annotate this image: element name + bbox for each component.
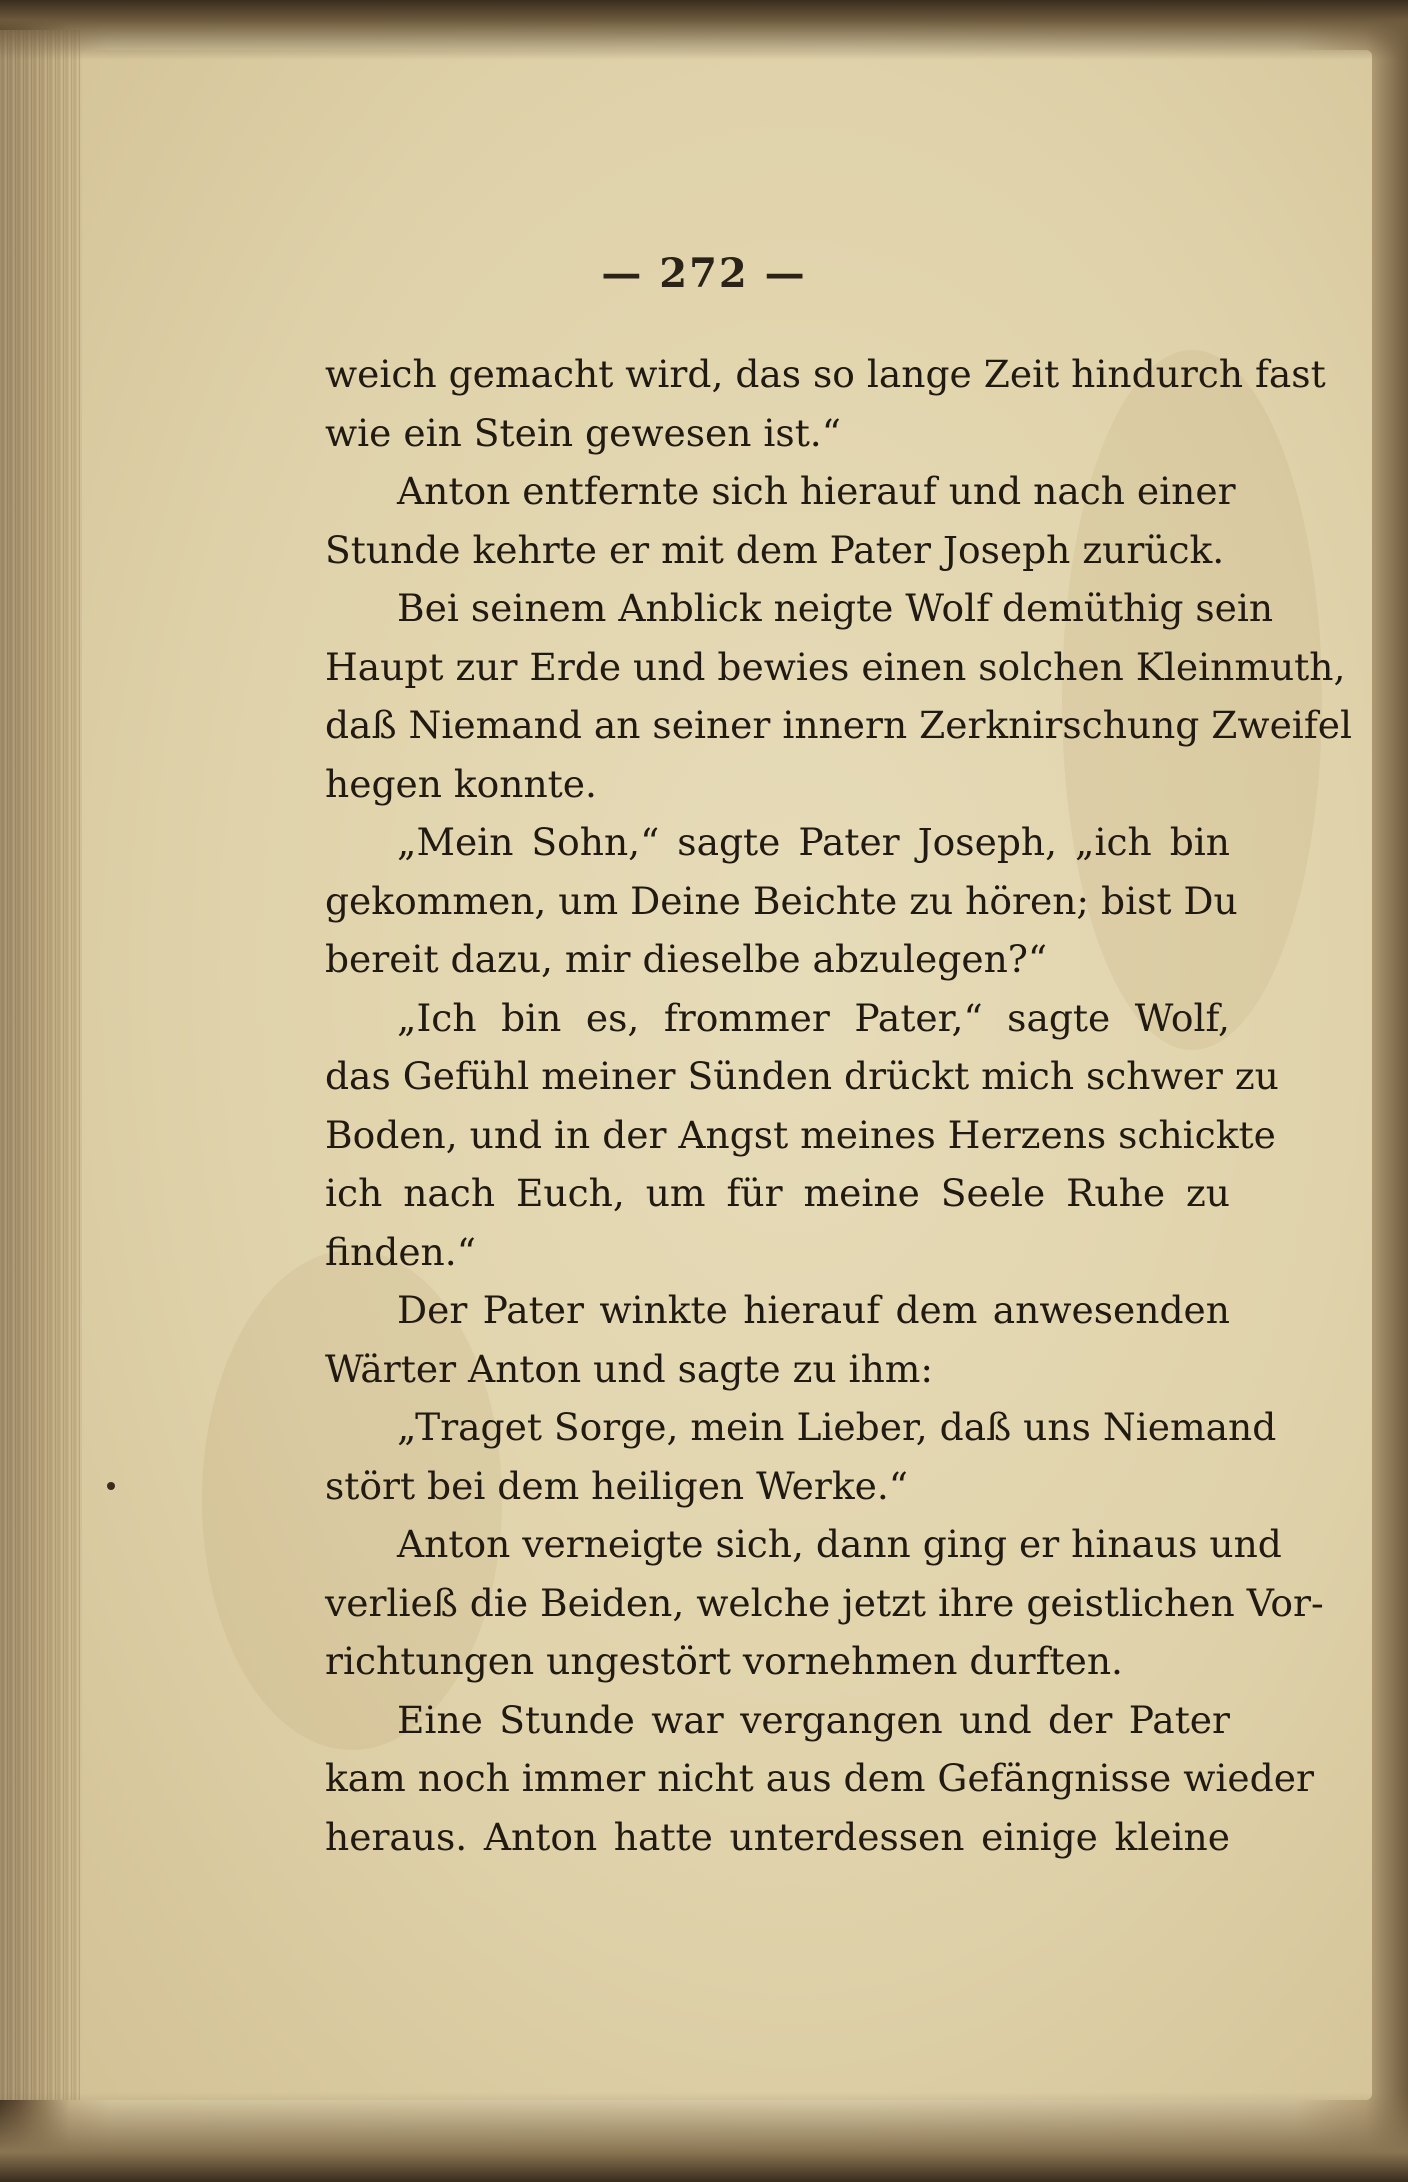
text-line: wie ein Stein gewesen ist.“ xyxy=(325,410,841,455)
text-line: Wärter Anton und sagte zu ihm: xyxy=(325,1346,934,1391)
bottom-edge-shadow xyxy=(0,2092,1408,2182)
text-line: Eine Stunde war vergangen und der Pater xyxy=(397,1697,1230,1742)
text-line: Haupt zur Erde und bewies einen solchen Kleinmuth, xyxy=(325,644,1346,689)
text-line: finden.“ xyxy=(325,1229,476,1274)
text-line: heraus. Anton hatte unterdessen einige kleine xyxy=(325,1814,1230,1859)
text-line: hegen konnte. xyxy=(325,761,597,806)
page-edges xyxy=(0,30,80,2100)
text-line: richtungen ungestört vornehmen durften. xyxy=(325,1639,1123,1683)
text-line: das Gefühl meiner Sünden drückt mich schwer zu xyxy=(325,1054,1279,1098)
text-line: daß Niemand an seiner innern Zerknirschung Zweifel xyxy=(325,703,1352,747)
text-line: Bei seinem Anblick neigte Wolf demüthig sein xyxy=(397,586,1274,630)
text-line: weich gemacht wird, das so lange Zeit hindurch fast xyxy=(325,352,1326,396)
text-line: Boden, und in der Angst meines Herzens schickte xyxy=(325,1112,1276,1157)
text-line: Anton verneigte sich, dann ging er hinaus und xyxy=(397,1522,1282,1566)
text-line: Stunde kehrte er mit dem Pater Joseph zurück. xyxy=(325,527,1225,572)
text-line: stört bei dem heiligen Werke.“ xyxy=(325,1463,909,1508)
margin-mark xyxy=(107,1482,115,1490)
text-line: ich nach Euch, um für meine Seele Ruhe zu xyxy=(325,1171,1230,1215)
text-line: „Ich bin es, frommer Pater,“ sagte Wolf, xyxy=(397,995,1230,1040)
text-line: bereit dazu, mir dieselbe abzulegen?“ xyxy=(325,937,1048,981)
text-line: Anton entfernte sich hierauf und nach einer xyxy=(397,469,1236,513)
text-line: Der Pater winkte hierauf dem anwesenden xyxy=(397,1288,1230,1332)
page-body-text xyxy=(325,345,1352,1866)
page-number: — 272 — xyxy=(601,250,807,297)
text-line: verließ die Beiden, welche jetzt ihre geistlichen Vor- xyxy=(325,1580,1324,1625)
text-line: „Mein Sohn,“ sagte Pater Joseph, „ich bin xyxy=(397,820,1230,864)
top-edge-shadow xyxy=(0,0,1408,60)
text-line: gekommen, um Deine Beichte zu hören; bist Du xyxy=(325,878,1238,923)
text-line: kam noch immer nicht aus dem Gefängnisse wieder xyxy=(325,1756,1314,1800)
text-line: „Traget Sorge, mein Lieber, daß uns Niemand xyxy=(397,1405,1277,1449)
